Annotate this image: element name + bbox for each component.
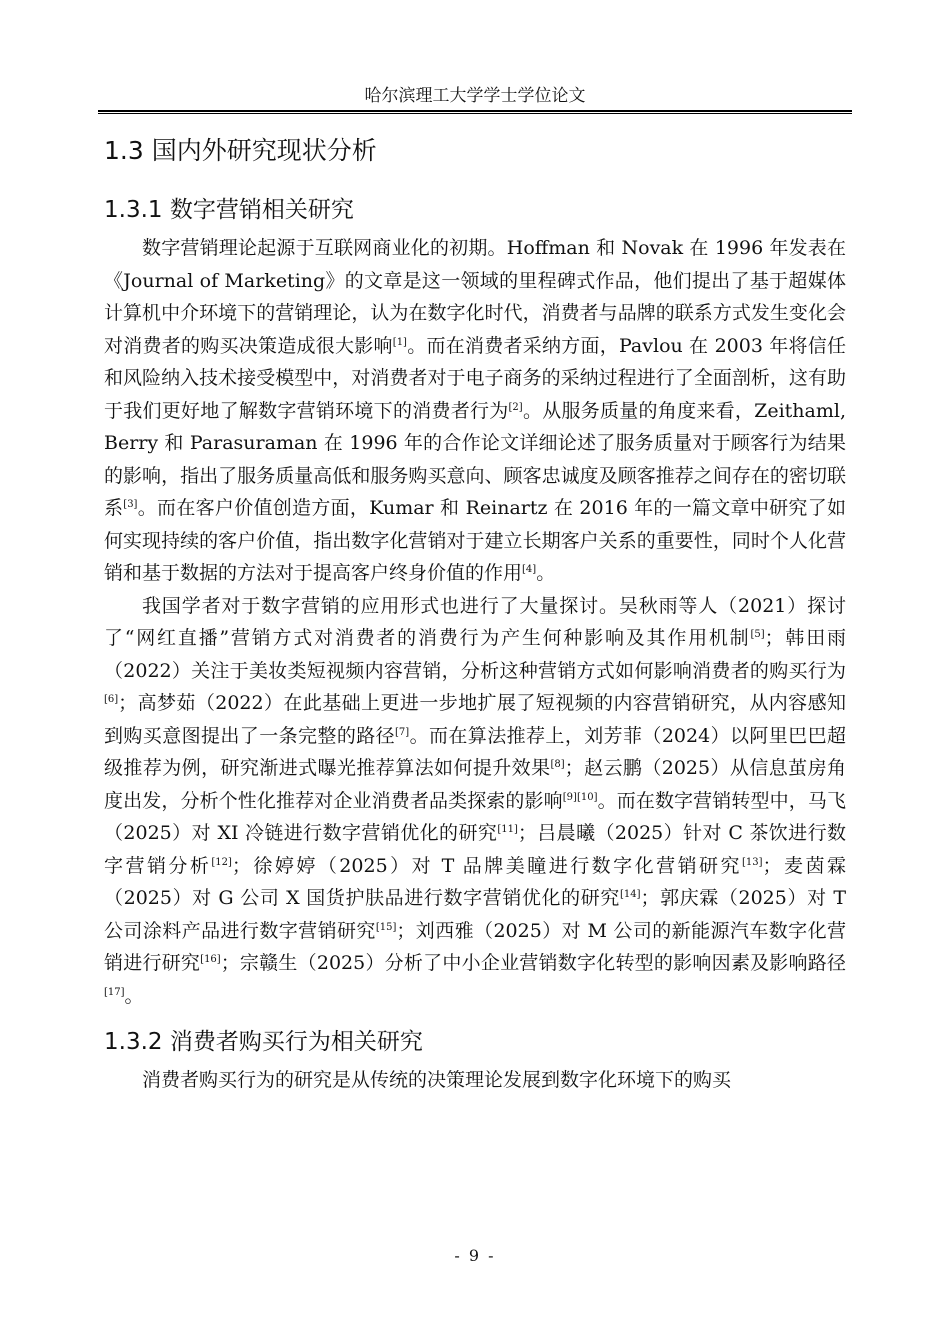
- citation-ref: [14]: [619, 889, 641, 900]
- citation-ref: [13]: [742, 856, 763, 868]
- text-span: ；郭庆霖（2025）对 T 公司涂料产品进行数字营销研究: [104, 887, 846, 942]
- text-span: 。: [124, 984, 144, 1007]
- subsection-title-1-3-2: 1.3.2 消费者购买行为相关研究: [104, 1029, 423, 1055]
- text-span: 数字营销理论起源于互联网商业化的初期。Hoffman 和 Novak 在 1996 年发表在《Journal of Marketing》的文章是这一领域的里程碑式作品，他们提出了基于超媒体计算机中介环境下的营销理论，认为在数字化时代，消费者与品牌的联系方式发生变化会对消费者的购买决策造成很大影响: [104, 237, 846, 357]
- citation-ref: [3]: [123, 499, 138, 510]
- text-span: 。而在客户价值创造方面，Kumar 和 Reinartz 在 2016 年的一篇文章中研究了如何实现持续的客户价值，指出数字化营销对于建立长期客户关系的重要性，同时个人化营销和基于数据的方法对于提高客户终身价值的作用: [104, 497, 846, 584]
- paragraph-consumer-behavior: 消费者购买行为的研究是从传统的决策理论发展到数字化环境下的购买: [142, 1069, 732, 1091]
- citation-ref: [8]: [550, 759, 565, 770]
- citation-ref: [16]: [200, 954, 221, 965]
- citation-ref: [12]: [211, 856, 232, 868]
- section-title: 1.3 国内外研究现状分析: [104, 136, 377, 165]
- text-span: ；赵云鹏（2025）从信息茧房角度出发，分析个性化推荐对企业消费者品类探索的影响: [104, 757, 846, 812]
- citation-ref: [7]: [395, 726, 410, 738]
- text-span: ；韩田雨（2022）关注于美妆类短视频内容营销，分析这种营销方式如何影响消费者的购买行为: [104, 627, 846, 682]
- text-span: ；宗赣生（2025）分析了中小企业营销数字化转型的影响因素及影响路径: [220, 952, 846, 974]
- text-span: 。而在消费者采纳方面，Pavlou 在 2003 年将信任和风险纳入技术接受模型中，对消费者对于电子商务的采纳过程进行了全面剖析，这有助于我们更好地了解数字营销环境下的消费者行为: [104, 334, 846, 422]
- text-span: ；徐婷婷（2025）对 T 品牌美瞳进行数字化营销研究: [231, 854, 743, 877]
- citation-ref: [5]: [750, 629, 765, 640]
- text-span: 。而在算法推荐上，刘芳菲（2024）以阿里巴巴超级推荐为例，研究渐进式曝光推荐算法如何提升效果: [104, 724, 846, 779]
- text-span: 。: [536, 562, 556, 584]
- text-span: ；高梦茹（2022）在此基础上更进一步地扩展了短视频的内容营销研究，从内容感知到购买意图提出了一条完整的路径: [104, 692, 846, 747]
- citation-ref: [4]: [522, 564, 537, 575]
- header-rule: [98, 110, 852, 114]
- subsection-title-1-3-1: 1.3.1 数字营销相关研究: [104, 197, 354, 223]
- paragraph-digital-marketing-foreign: [104, 232, 846, 590]
- citation-ref: [9][10]: [562, 791, 598, 803]
- text-span: 我国学者对于数字营销的应用形式也进行了大量探讨。吴秋雨等人（2021）探讨了“网红直播”营销方式对消费者的消费行为产生何种影响及其作用机制: [104, 594, 846, 649]
- citation-ref: [6]: [104, 694, 119, 705]
- paragraph-digital-marketing-domestic: [104, 590, 846, 1013]
- page-number: - 9 -: [454, 1246, 496, 1265]
- citation-ref: [11]: [497, 824, 518, 835]
- text-span: ；麦茵霖（2025）对 G 公司 X 国货护肤品进行数字营销优化的研究: [104, 854, 846, 909]
- page-content: [104, 128, 846, 1097]
- citation-ref: [2]: [508, 401, 523, 413]
- citation-ref: [17]: [104, 986, 125, 998]
- citation-ref: [1]: [392, 336, 407, 348]
- citation-ref: [15]: [375, 921, 397, 933]
- text-span: 。从服务质量的角度来看，Zeithaml, Berry 和 Parasuraman 在 1996 年的合作论文详细论述了服务质量对于顾客行为结果的影响，指出了服务质量高低和服务购买意向、顾客忠诚度及顾客推荐之间存在的密切联系: [104, 399, 846, 519]
- text-span: 。而在数字营销转型中，马飞（2025）对 XI 冷链进行数字营销优化的研究: [104, 789, 846, 844]
- text-span: ；刘西雅（2025）对 M 公司的新能源汽车数字化营销进行研究: [104, 919, 846, 974]
- running-header: 哈尔滨理工大学学士学位论文: [364, 86, 586, 106]
- text-span: ；吕晨曦（2025）针对 C 茶饮进行数字营销分析: [104, 822, 846, 877]
